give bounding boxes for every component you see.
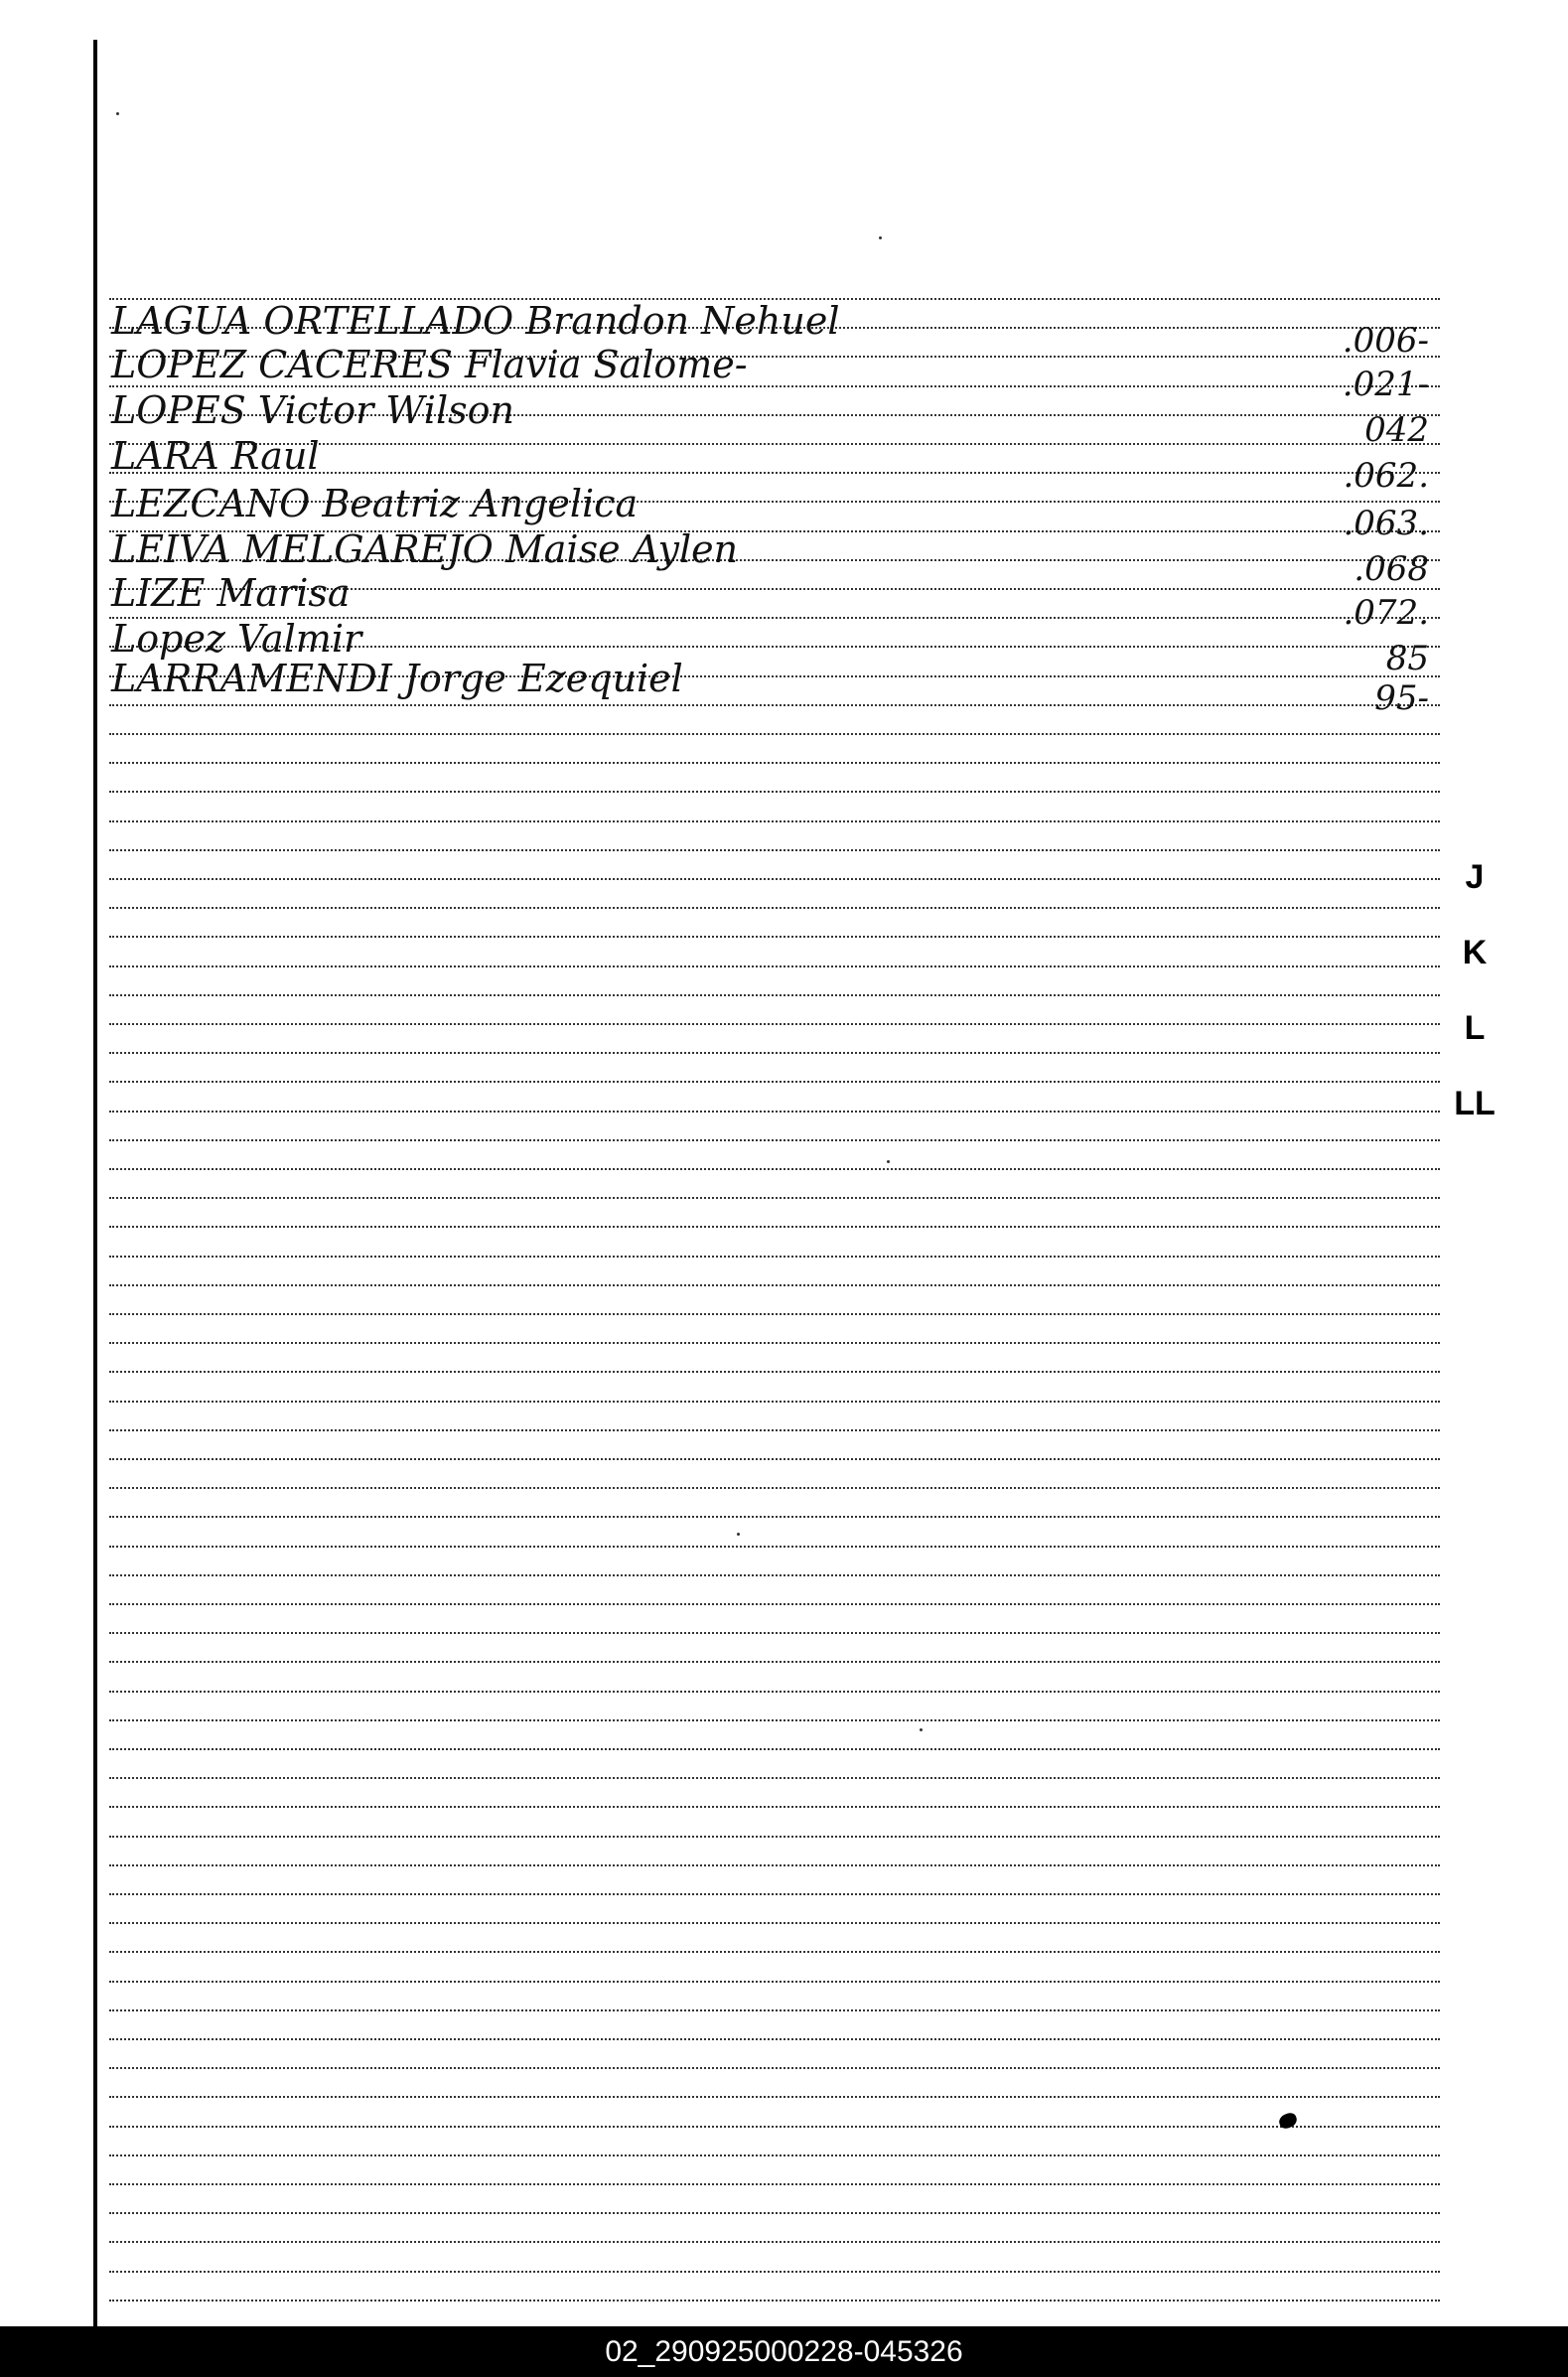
dotted-rule	[109, 994, 1440, 996]
dotted-rule	[109, 1197, 1440, 1199]
dotted-rule	[109, 1168, 1440, 1170]
dotted-rule	[109, 1981, 1440, 1983]
index-letter: LL	[1454, 1085, 1496, 1122]
dotted-rule	[109, 1691, 1440, 1693]
dotted-rule	[109, 2212, 1440, 2214]
entry-name: LOPES Victor Wilson	[111, 388, 514, 432]
dotted-rule	[109, 1052, 1440, 1054]
dotted-rule	[109, 1429, 1440, 1431]
dotted-rule	[109, 1516, 1440, 1518]
dotted-rule	[109, 1342, 1440, 1344]
dotted-rule	[109, 762, 1440, 764]
dotted-rule	[109, 2067, 1440, 2069]
dotted-rule	[109, 1603, 1440, 1605]
dotted-rule	[109, 1806, 1440, 1808]
entry-name: LAGUA ORTELLADO Brandon Nehuel	[111, 299, 840, 343]
entry-number: .062.	[1343, 456, 1429, 496]
dotted-rule	[109, 966, 1440, 967]
scan-speck	[737, 1533, 740, 1536]
dotted-rule	[109, 1836, 1440, 1838]
scan-speck	[887, 1160, 890, 1163]
index-letter: J	[1465, 858, 1485, 896]
dotted-rule	[109, 1226, 1440, 1228]
dotted-rule	[109, 2038, 1440, 2040]
dotted-rule	[109, 2096, 1440, 2098]
dotted-rule	[109, 1748, 1440, 1750]
dotted-rule	[109, 2126, 1440, 2128]
dotted-rule	[109, 2154, 1440, 2156]
dotted-rule	[109, 1371, 1440, 1373]
ink-blot	[1277, 2111, 1299, 2130]
entry-number: 95-	[1374, 678, 1429, 718]
dotted-rule	[109, 1864, 1440, 1866]
dotted-rule	[109, 1574, 1440, 1576]
dotted-rule	[109, 1922, 1440, 1924]
dotted-rule	[109, 1111, 1440, 1113]
dotted-rule	[109, 1401, 1440, 1403]
scan-speck	[920, 1728, 923, 1731]
dotted-rule	[109, 1546, 1440, 1548]
entry-name: LARRAMENDI Jorge Ezequiel	[111, 657, 683, 700]
dotted-rule	[109, 2300, 1440, 2302]
entry-number: .021-	[1342, 365, 1429, 404]
dotted-rule	[109, 1458, 1440, 1460]
dotted-rule	[109, 1081, 1440, 1083]
dotted-rule	[109, 2183, 1440, 2185]
entry-number: .006-	[1342, 321, 1429, 361]
dotted-rule	[109, 704, 1440, 706]
dotted-rule	[109, 1139, 1440, 1141]
entry-name: LIZE Marisa	[111, 571, 351, 615]
dotted-rule	[109, 849, 1440, 851]
scan-speck	[879, 236, 882, 239]
entry-number: .068	[1354, 549, 1429, 589]
index-letter: L	[1464, 1009, 1486, 1047]
left-margin-line	[93, 40, 97, 2326]
dotted-rule	[109, 820, 1440, 822]
dotted-rule	[109, 2241, 1440, 2243]
entry-name: LARA Raul	[111, 434, 320, 478]
entry-number: 85	[1385, 639, 1429, 678]
index-letter: K	[1462, 934, 1488, 971]
dotted-rule	[109, 1313, 1440, 1315]
entry-number: .072.	[1343, 593, 1429, 633]
dotted-rule	[109, 878, 1440, 880]
dotted-rule	[109, 1719, 1440, 1721]
dotted-rule	[109, 907, 1440, 909]
dotted-rule	[109, 1284, 1440, 1286]
entry-number: 042	[1364, 410, 1429, 450]
dotted-rule	[109, 2271, 1440, 2273]
dotted-rule	[109, 1777, 1440, 1779]
dotted-rule	[109, 1893, 1440, 1895]
dotted-rule	[109, 791, 1440, 793]
entry-name: LOPEZ CACERES Flavia Salome-	[111, 343, 748, 386]
entry-name: Lopez Valmir	[111, 617, 362, 661]
entry-name: LEIVA MELGAREJO Maise Aylen	[111, 527, 739, 571]
dotted-rule	[109, 1632, 1440, 1634]
dotted-rule	[109, 1951, 1440, 1953]
entry-number: .063.	[1343, 504, 1429, 543]
dotted-rule	[109, 936, 1440, 938]
dotted-rule	[109, 1661, 1440, 1663]
scan-footer-code: 02_290925000228-045326	[0, 2326, 1568, 2377]
dotted-rule	[109, 1487, 1440, 1489]
scan-speck	[116, 112, 119, 115]
dotted-rule	[109, 2009, 1440, 2011]
entry-name: LEZCANO Beatriz Angelica	[111, 482, 639, 525]
dotted-rule	[109, 1023, 1440, 1025]
dotted-rule	[109, 1256, 1440, 1258]
dotted-rule	[109, 733, 1440, 735]
